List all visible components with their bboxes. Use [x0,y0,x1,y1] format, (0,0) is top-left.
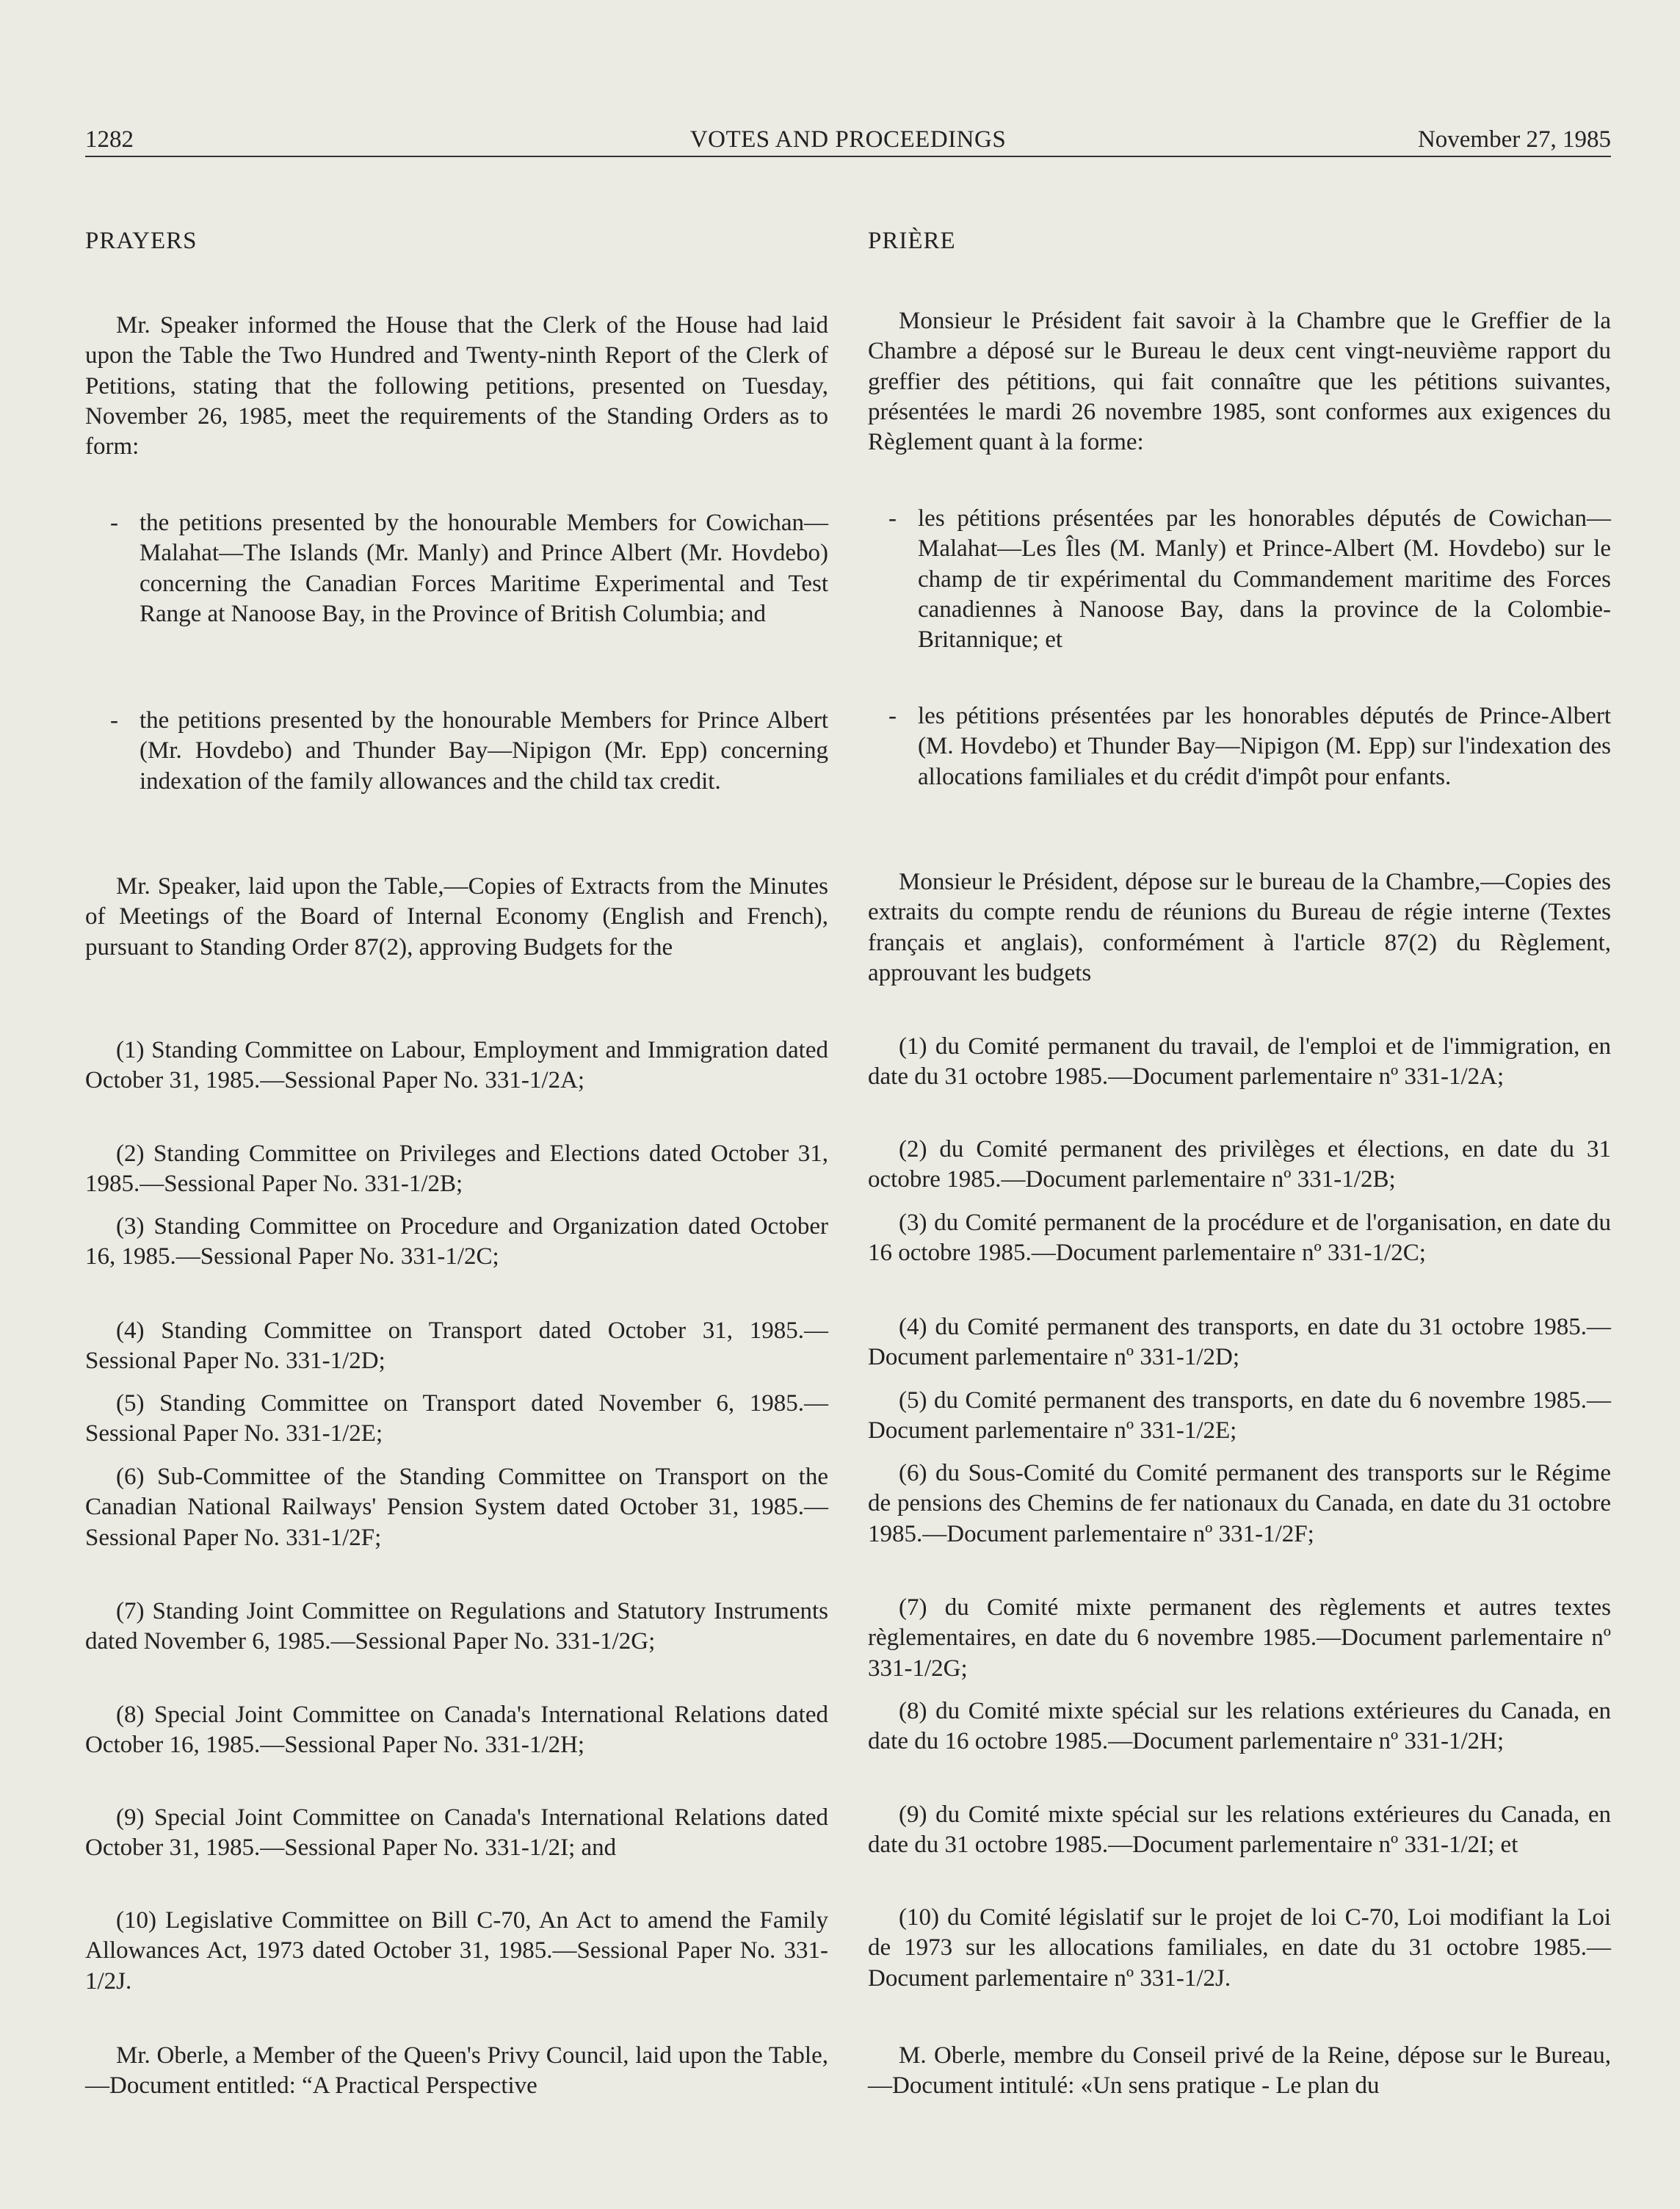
list-item: (10) Legislative Committee on Bill C-70, An Act to amend the Family Allowances Act, 1973 dated October 31, 1985.—Sessional Paper No. 331-1/2J. [85,1907,828,1995]
tabling-paragraph: Monsieur le Président, dépose sur le bureau de la Chambre,—Copies des extraits du compte rendu de réunions du Bureau de régie interne (Textes français et anglais), conformément à l'article 87(2) du Règlement, approuvant les budgets [868,869,1611,986]
bullet-item: - the petitions presented by the honourable Members for Cowichan—Malahat—The Islands (Mr. Manly) and Prince Albert (Mr. Hovdebo) concerning the Canadian Forces Maritime Experimental and Test Range at Nanoose Bay, in the Province of British Columbia; and [110,510,828,627]
section-heading: PRAYERS [85,228,198,254]
list-item: (3) du Comité permanent de la procédure et de l'organisation, en date du 16 octobre 1985.—Document parlementaire nº 331-1/2C; [868,1210,1611,1267]
list-item: (2) du Comité permanent des privilèges et élections, en date du 31 octobre 1985.—Document parlementaire nº 331-1/2B; [868,1136,1611,1193]
list-item: (10) du Comité législatif sur le projet de loi C-70, Loi modifiant la Loi de 1973 sur les allocations familiales, en date du 31 octobre 1985.—Document parlementaire nº 331-1/2J. [868,1904,1611,1992]
list-item: (6) Sub-Committee of the Standing Committee on Transport on the Canadian National Railways' Pension System dated October 31, 1985.—Sessional Paper No. 331-1/2F; [85,1464,828,1551]
list-item: (2) Standing Committee on Privileges and Elections dated October 31, 1985.—Sessional Paper No. 331-1/2B; [85,1140,828,1198]
list-item: (5) du Comité permanent des transports, en date du 6 novembre 1985.—Document parlementaire nº 331-1/2E; [868,1387,1611,1445]
page-header [85,123,1611,156]
list-item: (7) Standing Joint Committee on Regulations and Statutory Instruments dated November 6, 1985.—Sessional Paper No. 331-1/2G; [85,1598,828,1655]
list-item: (3) Standing Committee on Procedure and Organization dated October 16, 1985.—Sessional Paper No. 331-1/2C; [85,1213,828,1270]
list-item: (5) Standing Committee on Transport dated November 6, 1985.—Sessional Paper No. 331-1/2E; [85,1390,828,1447]
list-item: (7) du Comité mixte permanent des règlements et autres textes règlementaires, en date du 6 novembre 1985.—Document parlementaire nº 331-1/2G; [868,1594,1611,1682]
list-item: (9) Special Joint Committee on Canada's International Relations dated October 31, 1985.—Sessional Paper No. 331-1/2I; and [85,1804,828,1862]
list-item: (1) du Comité permanent du travail, de l'emploi et de l'immigration, en date du 31 octobre 1985.—Document parlementaire nº 331-1/2A; [868,1033,1611,1091]
running-title: VOTES AND PROCEEDINGS [689,126,1007,153]
header-date: November 27, 1985 [1417,126,1611,153]
tabling-paragraph: Mr. Speaker, laid upon the Table,—Copies of Extracts from the Minutes of Meetings of the Board of Internal Economy (English and French), pursuant to Standing Order 87(2), approving Budgets for the [85,873,828,961]
list-item: (6) du Sous-Comité du Comité permanent des transports sur le Régime de pensions des Chemins de fer nationaux du Canada, en date du 31 octobre 1985.—Document parlementaire nº 331-1/2F; [868,1460,1611,1547]
list-item: (1) Standing Committee on Labour, Employment and Immigration dated October 31, 1985.—Sessional Paper No. 331-1/2A; [85,1037,828,1094]
section-heading: PRIÈRE [868,228,956,254]
closing-paragraph: Mr. Oberle, a Member of the Queen's Privy Council, laid upon the Table,—Document entitled: “A Practical Perspective [85,2042,828,2100]
bullet-item: - les pétitions présentées par les honorables députés de Cowichan—Malahat—Les Îles (M. Manly) et Prince-Albert (M. Hovdebo) sur le champ de tir expérimental du Commandement maritime des Forces canadiennes à Nanoose Bay, dans la province de la Colombie-Britannique; et [888,505,1611,654]
bullet-item: - les pétitions présentées par les honorables députés de Prince-Albert (M. Hovdebo) et Thunder Bay—Nipigon (M. Epp) sur l'indexation des allocations familiales et du crédit d'impôt pour enfants. [888,703,1611,790]
list-item: (8) du Comité mixte spécial sur les relations extérieures du Canada, en date du 16 octobre 1985.—Document parlementaire nº 331-1/2H; [868,1698,1611,1755]
intro-paragraph: Mr. Speaker informed the House that the Clerk of the House had laid upon the Table the Two Hundred and Twenty-ninth Report of the Clerk of Petitions, stating that the following petitions, presented on Tuesday, November 26, 1985, meet the requirements of the Standing Orders as to form: [85,312,828,460]
intro-paragraph: Monsieur le Président fait savoir à la Chambre que le Greffier de la Chambre a déposé sur le Bureau le deux cent vingt-neuvième rapport du greffier des pétitions, qui fait connaître que les pétitions suivantes, présentées le mardi 26 novembre 1985, sont conformes aux exigences du Règlement quant à la forme: [868,308,1611,456]
header-rule [85,156,1611,157]
list-item: (4) du Comité permanent des transports, en date du 31 octobre 1985.—Document parlementaire nº 331-1/2D; [868,1314,1611,1371]
bullet-item: - the petitions presented by the honourable Members for Prince Albert (Mr. Hovdebo) and Thunder Bay—Nipigon (Mr. Epp) concerning indexation of the family allowances and the child tax credit. [110,707,828,795]
list-item: (9) du Comité mixte spécial sur les relations extérieures du Canada, en date du 31 octobre 1985.—Document parlementaire nº 331-1/2I; et [868,1801,1611,1859]
list-item: (8) Special Joint Committee on Canada's International Relations dated October 16, 1985.—Sessional Paper No. 331-1/2H; [85,1702,828,1759]
list-item: (4) Standing Committee on Transport dated October 31, 1985.—Sessional Paper No. 331-1/2D; [85,1317,828,1375]
page-number: 1282 [85,126,134,153]
closing-paragraph: M. Oberle, membre du Conseil privé de la Reine, dépose sur le Bureau,—Document intitulé: «Un sens pratique - Le plan du [868,2042,1611,2100]
